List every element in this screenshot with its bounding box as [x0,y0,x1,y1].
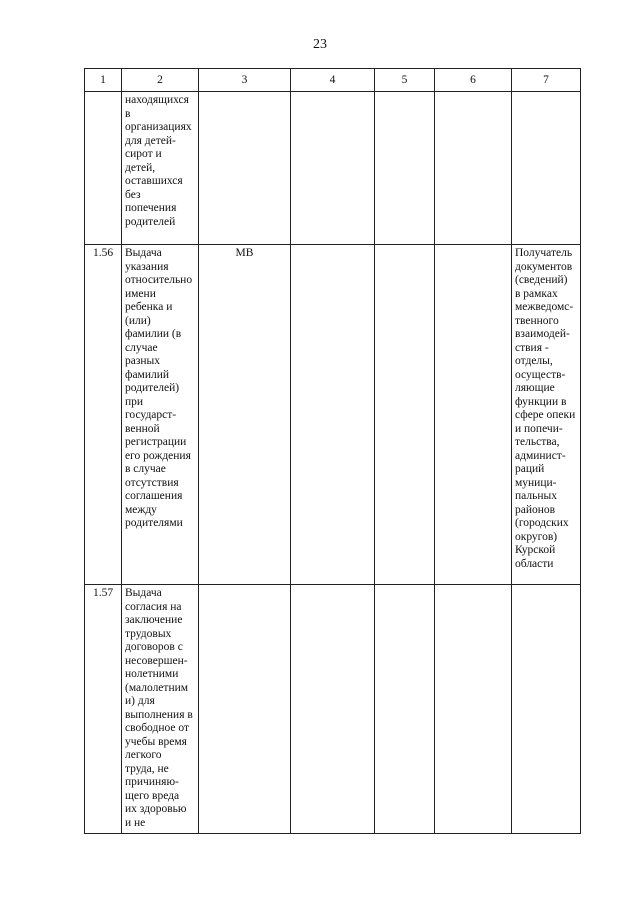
cell-col-6 [435,245,512,585]
table-row [85,585,581,834]
cell-col-6 [435,585,512,834]
cell-col-4 [291,92,375,245]
header-col-6: 6 [435,69,512,92]
cell-col-4 [291,245,375,585]
page-number: 23 [313,37,327,52]
cell-col-5 [375,585,435,834]
header-col-7: 7 [512,69,581,92]
cell-col-4 [291,585,375,834]
service-name: находящихся в организациях для детей- сирот и детей, оставшихся без попечения родителей [122,92,199,245]
cell-col-3 [199,585,291,834]
cell-col-5 [375,92,435,245]
service-name: Выдача согласия на заключение трудовых договоров с несовершен- нолетними (малолетним и) для выполнения в свободное от учебы время легкого труда, не причиняю- щего вреда их здоровью и не [122,585,199,834]
header-col-1: 1 [85,69,122,92]
service-name: Выдача указания относительно имени ребенка и (или) фамилии (в случае разных фамилий родителей) при государст- венной регистрации его рождения в случае отсутствия соглашения между родителями [122,245,199,585]
row-number [85,92,122,245]
cell-col-7: Получатель документов (сведений) в рамках межведомс- твенного взаимодей- ствия - отделы, осуществ- ляющие функции в сфере опеки и попечи- тельства, админист- раций муници- пальных районов (городских округов) Курской области [512,245,581,585]
header-col-2: 2 [122,69,199,92]
table-row [85,92,581,245]
row-number: 1.56 [85,245,122,585]
header-col-5: 5 [375,69,435,92]
services-table [84,68,581,834]
cell-col-5 [375,245,435,585]
table-header-row [85,69,581,92]
cell-col-7 [512,585,581,834]
cell-col-3: МВ [199,245,291,585]
header-col-3: 3 [199,69,291,92]
cell-col-6 [435,92,512,245]
cell-col-3 [199,92,291,245]
table-row [85,245,581,585]
row-number: 1.57 [85,585,122,834]
cell-col-7 [512,92,581,245]
header-col-4: 4 [291,69,375,92]
